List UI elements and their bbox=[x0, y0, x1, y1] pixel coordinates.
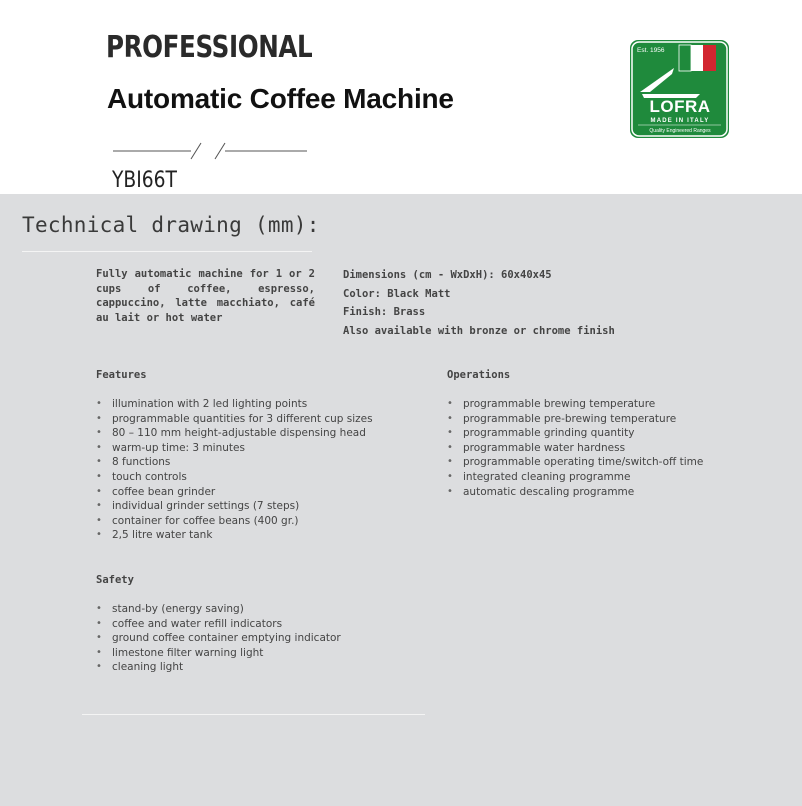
list-item-text: 8 functions bbox=[112, 456, 171, 469]
bullet-icon: • bbox=[96, 427, 102, 439]
bullet-icon: • bbox=[447, 427, 453, 439]
title-divider bbox=[22, 251, 312, 252]
bullet-icon: • bbox=[447, 412, 453, 424]
list-item bbox=[447, 397, 703, 412]
list-item-text: coffee and water refill indicators bbox=[112, 617, 283, 630]
list-item-text: programmable grinding quantity bbox=[463, 427, 635, 440]
logo-made-text: MADE IN ITALY bbox=[650, 118, 710, 124]
list-item bbox=[96, 617, 341, 632]
bullet-icon: • bbox=[96, 398, 102, 409]
bullet-icon: • bbox=[96, 514, 102, 526]
bullet-icon: • bbox=[96, 529, 102, 541]
safety-title: Safety bbox=[96, 574, 134, 586]
bullet-icon: • bbox=[96, 470, 102, 482]
list-item bbox=[96, 397, 373, 412]
logo-tagline-text: Quality Engineered Ranges bbox=[649, 128, 711, 134]
features-list bbox=[96, 397, 373, 543]
list-item-text: programmable brewing temperature bbox=[463, 398, 656, 410]
list-item bbox=[96, 646, 341, 661]
list-item-text: container for coffee beans (400 gr.) bbox=[112, 514, 299, 527]
list-item-text: programmable operating time/switch-off time bbox=[463, 456, 704, 469]
list-item bbox=[96, 485, 373, 500]
list-item-text: stand-by (energy saving) bbox=[112, 603, 244, 615]
bullet-icon: • bbox=[96, 661, 102, 673]
list-item bbox=[96, 528, 373, 543]
list-item-text: integrated cleaning programme bbox=[463, 470, 631, 483]
operations-list bbox=[447, 397, 703, 499]
list-item-text: coffee bean grinder bbox=[112, 485, 216, 498]
list-item bbox=[447, 470, 703, 485]
list-item bbox=[96, 426, 373, 441]
bullet-icon: • bbox=[447, 470, 453, 482]
list-item bbox=[96, 514, 373, 529]
list-item-text: illumination with 2 led lighting points bbox=[112, 398, 308, 410]
list-item-text: 2,5 litre water tank bbox=[112, 529, 213, 542]
spec-color: Color: Black Matt bbox=[343, 287, 451, 300]
list-item bbox=[447, 455, 703, 470]
bullet-icon: • bbox=[447, 398, 453, 409]
list-item bbox=[96, 631, 341, 646]
intro-text: Fully automatic machine for 1 or 2 cups of coffee, espresso, cappuccino, latte macchiato, café au lait or hot water bbox=[96, 268, 315, 324]
list-item-text: ground coffee container emptying indicator bbox=[112, 632, 341, 645]
bullet-icon: • bbox=[447, 441, 453, 453]
list-item bbox=[96, 470, 373, 485]
decorative-slash-rule bbox=[113, 140, 313, 162]
logo-est-text: Est. 1956 bbox=[637, 47, 665, 54]
bullet-icon: • bbox=[96, 412, 102, 424]
features-title: Features bbox=[96, 369, 147, 381]
list-item bbox=[447, 412, 703, 427]
list-item bbox=[96, 660, 341, 675]
spec-finish: Finish: Brass bbox=[343, 306, 426, 318]
list-item-text: programmable quantities for 3 different cup sizes bbox=[112, 412, 373, 425]
list-item-text: individual grinder settings (7 steps) bbox=[112, 500, 300, 513]
bullet-icon: • bbox=[96, 456, 102, 468]
heading-product-type: Automatic Coffee Machine bbox=[107, 83, 454, 114]
list-item-text: 80 – 110 mm height-adjustable dispensing head bbox=[112, 427, 366, 440]
safety-list bbox=[96, 602, 341, 675]
bullet-icon: • bbox=[96, 500, 102, 512]
list-item-text: cleaning light bbox=[112, 661, 184, 674]
bullet-icon: • bbox=[447, 485, 453, 497]
heading-professional: PROFESSIONAL bbox=[106, 30, 313, 65]
list-item-text: touch controls bbox=[112, 470, 187, 483]
spec-dimensions: Dimensions (cm - WxDxH): 60x40x45 bbox=[343, 269, 552, 281]
model-code: YBI66T bbox=[112, 168, 177, 193]
specs-list bbox=[343, 266, 615, 340]
list-item bbox=[96, 499, 373, 514]
list-item bbox=[96, 455, 373, 470]
list-item-text: warm-up time: 3 minutes bbox=[112, 441, 245, 454]
bullet-icon: • bbox=[96, 603, 102, 614]
list-item bbox=[96, 441, 373, 456]
list-item-text: limestone filter warning light bbox=[112, 646, 264, 659]
list-item bbox=[447, 441, 703, 456]
list-item bbox=[447, 485, 703, 500]
bullet-icon: • bbox=[96, 441, 102, 453]
list-item bbox=[96, 602, 341, 617]
bullet-icon: • bbox=[96, 485, 102, 497]
list-item bbox=[96, 412, 373, 427]
list-item-text: programmable water hardness bbox=[463, 441, 626, 454]
bullet-icon: • bbox=[96, 632, 102, 644]
spec-availability: Also available with bronze or chrome finish bbox=[343, 324, 615, 337]
list-item-text: automatic descaling programme bbox=[463, 485, 635, 498]
operations-title: Operations bbox=[447, 369, 511, 381]
list-item-text: programmable pre-brewing temperature bbox=[463, 412, 677, 425]
bullet-icon: • bbox=[96, 617, 102, 629]
section-title: Technical drawing (mm): bbox=[22, 213, 320, 237]
bullet-icon: • bbox=[447, 456, 453, 468]
bottom-divider bbox=[82, 714, 425, 715]
logo-brand-text: LOFRA bbox=[649, 97, 711, 116]
bullet-icon: • bbox=[96, 646, 102, 658]
lofra-logo bbox=[630, 40, 729, 138]
list-item bbox=[447, 426, 703, 441]
